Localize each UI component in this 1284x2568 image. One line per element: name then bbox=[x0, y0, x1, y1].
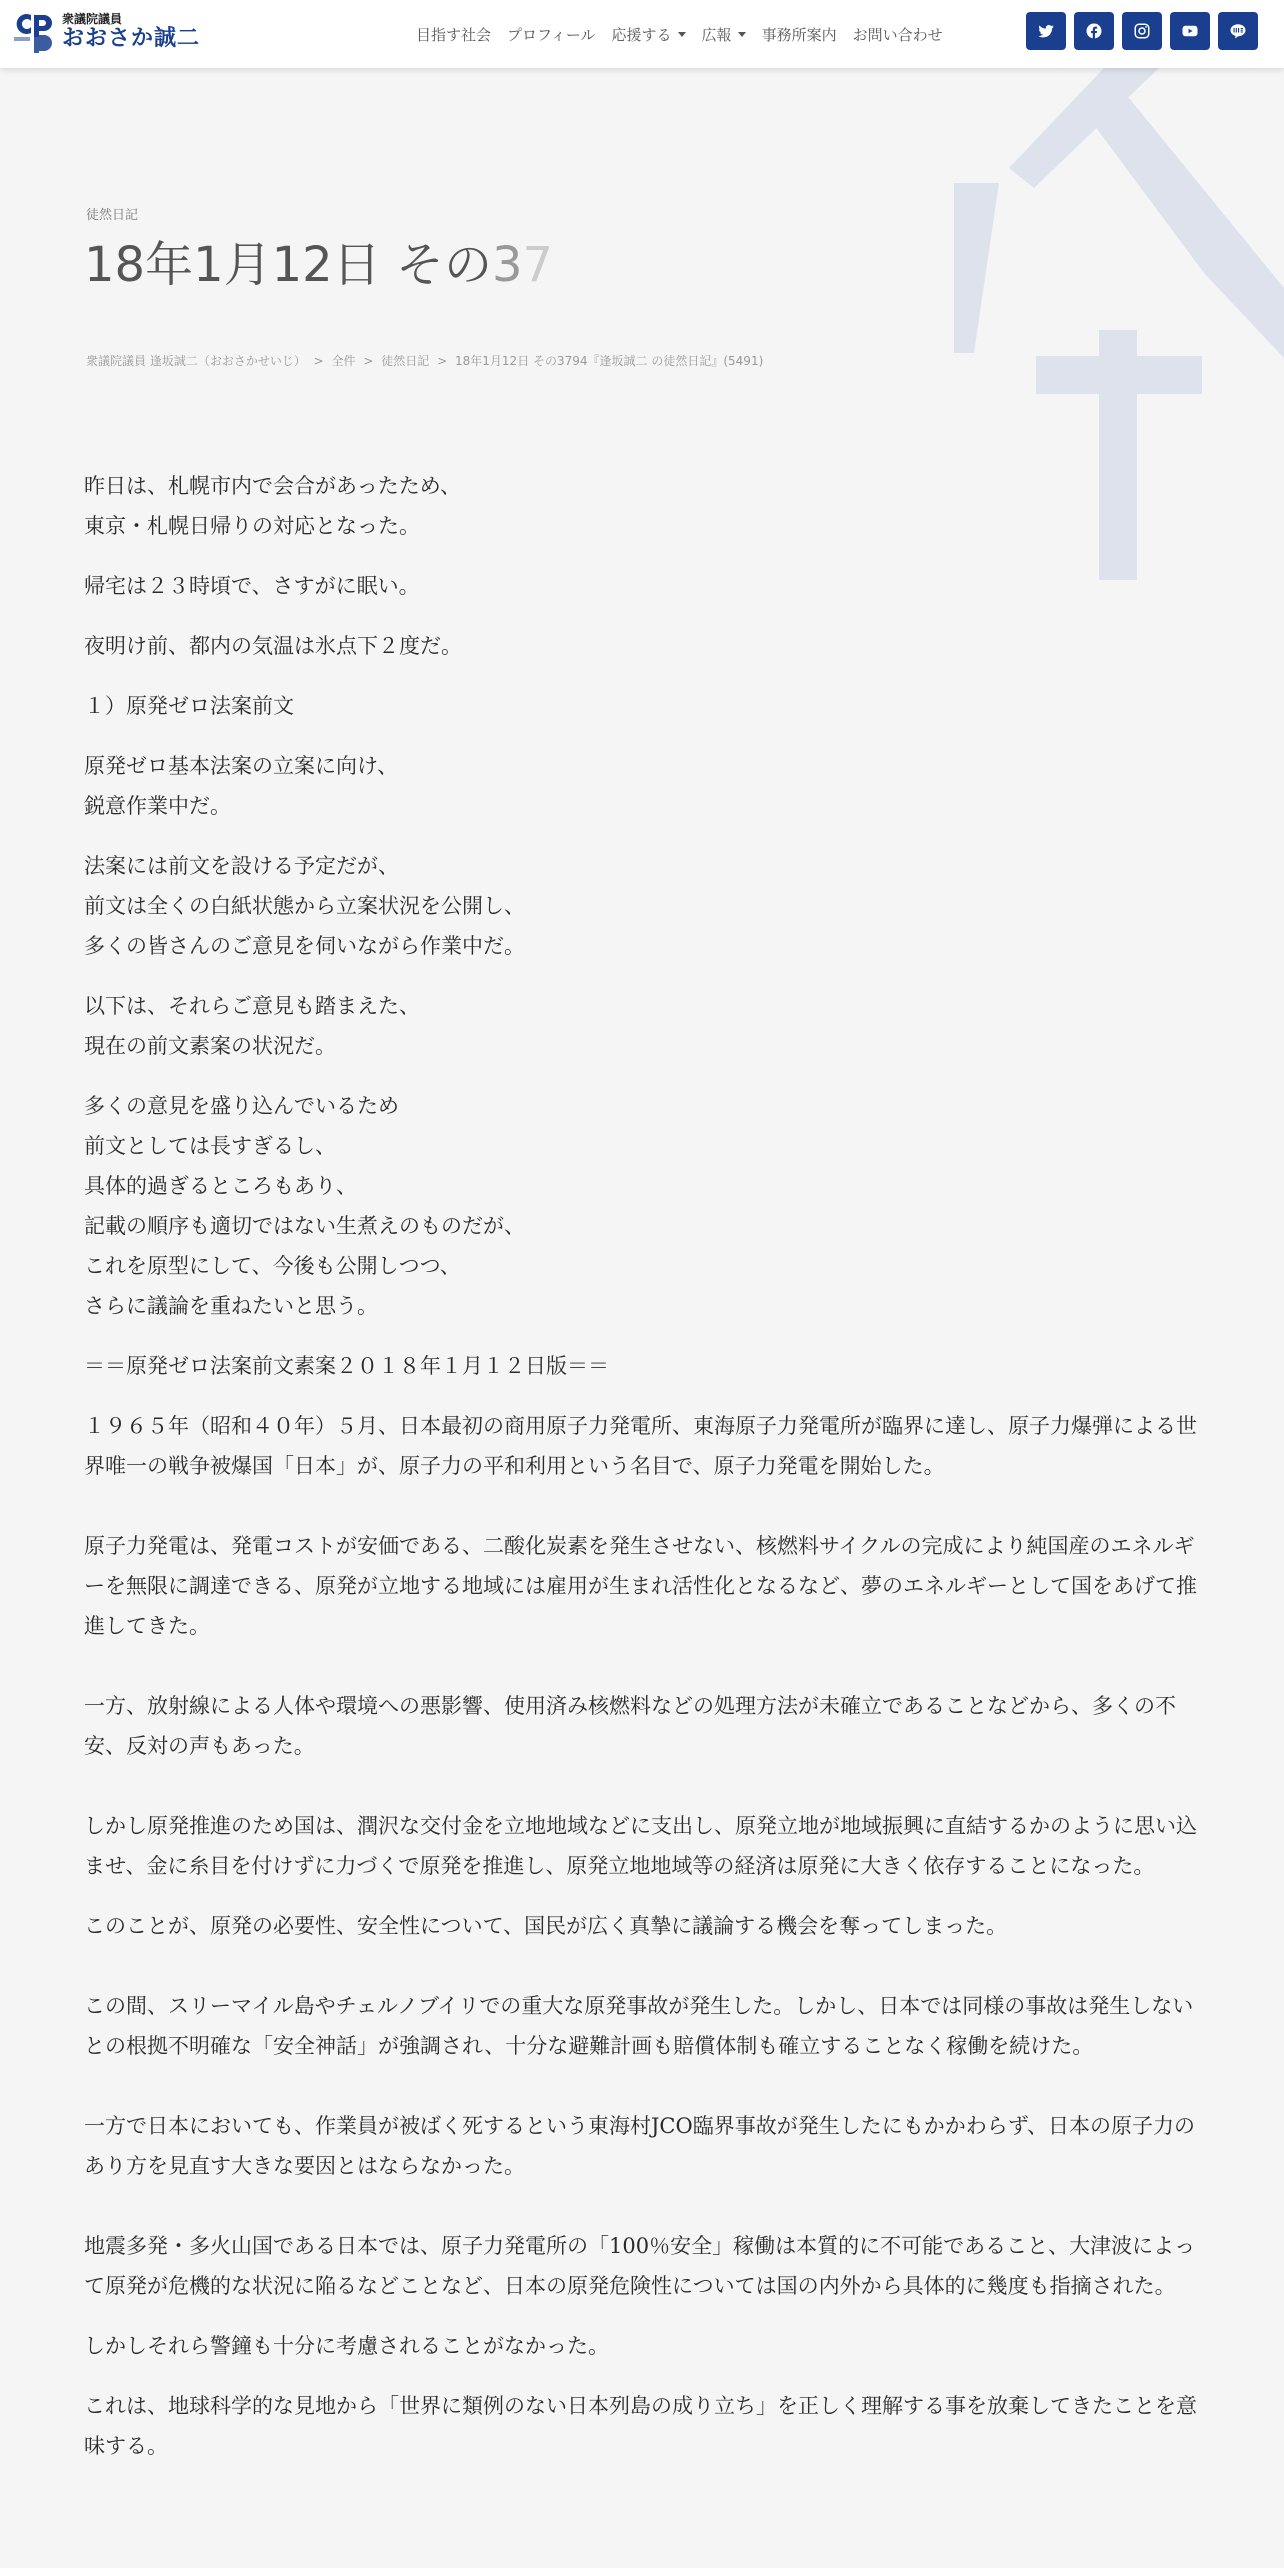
logo-name: おおさか誠二 bbox=[62, 26, 201, 51]
article-line: 帰宅は２３時頃で、さすがに眠い。 bbox=[84, 574, 420, 598]
nav-item-profile[interactable] bbox=[507, 24, 596, 45]
article-line: ＝＝原発ゼロ法案前文素案２０１８年１月１２日版＝＝ bbox=[84, 1354, 609, 1378]
article-line: 具体的過ぎるところもあり、 bbox=[84, 1174, 357, 1198]
article-line: 地震多発・多火山国である日本では、原子力発電所の「100％安全」稼働は本質的に不可能であること、大津波によって原発が危機的な状況に陥るなどことなど、日本の原発危険性については国の内外から具体的に幾度も指摘された。 bbox=[84, 2234, 1196, 2298]
nav-item-vision[interactable] bbox=[416, 24, 491, 45]
article-line: さらに議論を重ねたいと思う。 bbox=[84, 1294, 378, 1318]
article-line: 記載の順序も適切ではない生煮えのものだが、 bbox=[84, 1214, 525, 1238]
nav-label: 広報 bbox=[701, 25, 732, 44]
title-main: 18年1月12日 その bbox=[84, 237, 492, 293]
breadcrumb-separator: > bbox=[313, 354, 324, 368]
site-header bbox=[0, 0, 1284, 68]
facebook-button[interactable] bbox=[1074, 12, 1114, 50]
article-paragraph bbox=[84, 1406, 1200, 1486]
article-line: これを原型にして、今後も公開しつつ、 bbox=[84, 1254, 461, 1278]
youtube-button[interactable] bbox=[1170, 12, 1210, 50]
article-paragraph bbox=[84, 566, 1200, 606]
article-line: この間、スリーマイル島やチェルノブイリでの重大な原発事故が発生した。しかし、日本では同様の事故は発生しないとの根拠不明確な「安全神話」が強調され、十分な避難計画も賠償体制も確立することなく稼働を続けた。 bbox=[84, 1994, 1194, 2058]
article-line: 昨日は、札幌市内で会合があったため、 bbox=[84, 474, 461, 498]
article-paragraph bbox=[84, 2326, 1200, 2366]
article-paragraph bbox=[84, 1346, 1200, 1386]
article-line: これは、地球科学的な見地から「世界に類例のない日本列島の成り立ち」を正しく理解する事を放棄してきたことを意味する。 bbox=[84, 2394, 1197, 2458]
article-paragraph bbox=[84, 2386, 1200, 2466]
nav-label: 目指す社会 bbox=[416, 25, 492, 44]
logo-subtitle: 衆議院議員 bbox=[62, 12, 123, 26]
article-paragraph bbox=[84, 2226, 1200, 2306]
article-line: 現在の前文素案の状況だ。 bbox=[84, 1034, 336, 1058]
breadcrumb-separator: > bbox=[363, 354, 374, 368]
article-line: 一方、放射線による人体や環境への悪影響、使用済み核燃料などの処理方法が未確立であることなどから、多くの不安、反対の声もあった。 bbox=[84, 1694, 1176, 1758]
nav-item-office[interactable] bbox=[762, 24, 837, 45]
nav-item-pr[interactable] bbox=[702, 24, 746, 45]
breadcrumb-separator: > bbox=[437, 354, 448, 368]
chevron-down-icon bbox=[678, 32, 686, 37]
line-button[interactable] bbox=[1218, 12, 1258, 50]
category-label: 徒然日記 bbox=[86, 208, 139, 223]
article-body bbox=[84, 466, 1200, 2486]
article-line: 前文は全くの白紙状態から立案状況を公開し、 bbox=[84, 894, 525, 918]
breadcrumb-all[interactable]: 全件 bbox=[331, 354, 356, 368]
social-links bbox=[1018, 12, 1258, 50]
instagram-button[interactable] bbox=[1122, 12, 1162, 50]
chevron-down-icon bbox=[738, 32, 746, 37]
article-line: しかし原発推進のため国は、潤沢な交付金を立地地域などに支出し、原発立地が地域振興に直結するかのように思い込ませ、金に糸目を付けずに力づくで原発を推進し、原発立地地域等の経済は原発に大きく依存することになった。 bbox=[84, 1814, 1197, 1878]
twitter-button[interactable] bbox=[1026, 12, 1066, 50]
article-paragraph bbox=[84, 1686, 1200, 1766]
breadcrumb-home[interactable]: 衆議院議員 逢坂誠二（おおさかせいじ） bbox=[86, 354, 306, 368]
article-line: 東京・札幌日帰りの対応となった。 bbox=[84, 514, 420, 538]
article-paragraph bbox=[84, 1526, 1200, 1646]
facebook-icon bbox=[1085, 22, 1103, 40]
instagram-icon bbox=[1133, 22, 1151, 40]
article-line: 多くの意見を盛り込んでいるため bbox=[84, 1094, 399, 1118]
article-paragraph bbox=[84, 746, 1200, 826]
youtube-icon bbox=[1181, 22, 1199, 40]
article-line: １）原発ゼロ法案前文 bbox=[84, 694, 294, 718]
title-fade-char: 7 bbox=[522, 237, 554, 293]
breadcrumb-current: 18年1月12日 その3794『逢坂誠二 の徒然日記』(5491) bbox=[455, 354, 764, 368]
article-line: 原子力発電は、発電コストが安価である、二酸化炭素を発生させない、核燃料サイクルの完成により純国産のエネルギーを無限に調達できる、原発が立地する地域には雇用が生まれ活性化となるなど、夢のエネルギーとして国をあげて推進してきた。 bbox=[84, 1534, 1197, 1638]
title-fade-char: 3 bbox=[491, 237, 523, 293]
nav-label: お問い合わせ bbox=[852, 25, 943, 44]
article-line: 一方で日本においても、作業員が被ばく死するという東海村JCO臨界事故が発生したにもかかわらず、日本の原子力のあり方を見直す大きな要因とはならなかった。 bbox=[84, 2114, 1196, 2178]
article-line: １９６５年（昭和４０年）５月、日本最初の商用原子力発電所、東海原子力発電所が臨界に達し、原子力爆弾による世界唯一の戦争被爆国「日本」が、原子力の平和利用という名目で、原子力発電を開始した。 bbox=[84, 1414, 1197, 1478]
article-line: 前文としては長すぎるし、 bbox=[84, 1134, 336, 1158]
page-title bbox=[84, 226, 553, 295]
site-logo[interactable] bbox=[12, 4, 200, 60]
article-paragraph bbox=[84, 2106, 1200, 2186]
article-paragraph bbox=[84, 1986, 1200, 2066]
twitter-icon bbox=[1037, 22, 1055, 40]
article-paragraph bbox=[84, 846, 1200, 966]
nav-item-contact[interactable] bbox=[853, 24, 943, 45]
nav-label: プロフィール bbox=[507, 25, 596, 44]
article-line: 原発ゼロ基本法案の立案に向け、 bbox=[84, 754, 399, 778]
article-line: 多くの皆さんのご意見を伺いながら作業中だ。 bbox=[84, 934, 525, 958]
cdp-logo-icon bbox=[12, 11, 54, 53]
article-paragraph bbox=[84, 1906, 1200, 1946]
article-line: このことが、原発の必要性、安全性について、国民が広く真摯に議論する機会を奪ってしまった。 bbox=[84, 1914, 1008, 1938]
line-icon bbox=[1229, 22, 1247, 40]
breadcrumb bbox=[86, 352, 767, 369]
party-logo-mark bbox=[12, 11, 54, 53]
article-paragraph bbox=[84, 466, 1200, 546]
nav-item-support[interactable] bbox=[612, 24, 686, 45]
article-paragraph bbox=[84, 986, 1200, 1066]
nav-label: 応援する bbox=[611, 25, 672, 44]
article-line: 法案には前文を設ける予定だが、 bbox=[84, 854, 399, 878]
main-nav bbox=[408, 0, 951, 68]
article-paragraph bbox=[84, 686, 1200, 726]
article-line: 鋭意作業中だ。 bbox=[84, 794, 231, 818]
nav-label: 事務所案内 bbox=[761, 25, 837, 44]
article-line: しかしそれら警鐘も十分に考慮されることがなかった。 bbox=[84, 2334, 609, 2358]
article-paragraph bbox=[84, 626, 1200, 666]
article-line: 夜明け前、都内の気温は氷点下２度だ。 bbox=[84, 634, 462, 658]
article-line: 以下は、それらご意見も踏まえた、 bbox=[84, 994, 420, 1018]
article-paragraph bbox=[84, 1086, 1200, 1326]
breadcrumb-category[interactable]: 徒然日記 bbox=[381, 354, 430, 368]
article-paragraph bbox=[84, 1806, 1200, 1886]
